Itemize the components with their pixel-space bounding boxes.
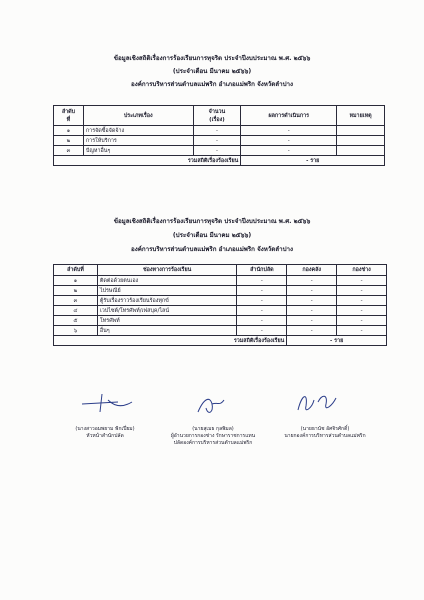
row-eng: - bbox=[337, 276, 387, 286]
signature-mark-1 bbox=[78, 390, 138, 418]
total-label: รวมสถิติเรื่องร้องเรียน bbox=[54, 336, 287, 346]
row-no: ๑ bbox=[54, 276, 98, 286]
row-finance: - bbox=[287, 316, 337, 326]
row-office: - bbox=[237, 276, 287, 286]
col-channel-header: ช่องทางการร้องเรียน bbox=[97, 265, 237, 276]
row-type: ปัญหาอื่นๆ bbox=[83, 146, 193, 156]
row-office: - bbox=[237, 286, 287, 296]
row-channel: ไปรษณีย์ bbox=[97, 286, 237, 296]
table-total-row bbox=[54, 336, 387, 346]
col-count-header: จำนวน (เรื่อง) bbox=[193, 106, 241, 126]
row-eng: - bbox=[337, 296, 387, 306]
row-eng: - bbox=[337, 306, 387, 316]
row-count: - bbox=[193, 126, 241, 136]
section2-title: ข้อมูลเชิงสถิติเรื่องการร้องเรียนการทุจริต ประจำปีงบประมาณ พ.ศ. ๒๕๖๖ bbox=[113, 218, 311, 225]
col-office-header: สำนักปลัด bbox=[237, 265, 287, 276]
table-row bbox=[54, 296, 387, 306]
signature-mark-2 bbox=[190, 392, 230, 418]
signer-position: ผู้อำนวยการกองช่าง รักษาราชการแทน bbox=[170, 433, 256, 439]
signer-position: หัวหน้าสำนักปลัด bbox=[86, 433, 124, 439]
row-finance: - bbox=[287, 306, 337, 316]
total-label: รวมสถิติเรื่องร้องเรียน bbox=[54, 156, 241, 166]
signature-mark-3 bbox=[292, 388, 342, 418]
row-office: - bbox=[237, 296, 287, 306]
row-type: การให้บริการ bbox=[83, 136, 193, 146]
signer-position: นายกองค์การบริหารส่วนตำบลแม่พริก bbox=[284, 433, 366, 439]
col-type-header: ประเภทเรื่อง bbox=[83, 106, 193, 126]
row-finance: - bbox=[287, 296, 337, 306]
col-no-header: ลำดับที่ bbox=[54, 265, 98, 276]
signature-block-1 bbox=[50, 426, 160, 440]
row-no: ๒ bbox=[54, 136, 84, 146]
table-row bbox=[54, 306, 387, 316]
signer-name: (นายธานัช อัศจิรศักดิ์) bbox=[300, 426, 350, 432]
col-result-header: ผลการดำเนินการ bbox=[241, 106, 337, 126]
table-row bbox=[54, 286, 387, 296]
section1-org: องค์การบริหารส่วนตำบลแม่พริก อำเภอแม่พริก จังหวัดลำปาง bbox=[131, 81, 293, 88]
total-value: - ราย bbox=[241, 156, 385, 166]
row-count: - bbox=[193, 146, 241, 156]
row-office: - bbox=[237, 306, 287, 316]
table-row bbox=[54, 136, 385, 146]
row-eng: - bbox=[337, 326, 387, 336]
table-row bbox=[54, 316, 387, 326]
row-no: ๓ bbox=[54, 296, 98, 306]
row-type: การจัดซื้อจัดจ้าง bbox=[83, 126, 193, 136]
signer-position-line2: ปลัดองค์การบริหารส่วนตำบลแม่พริก bbox=[173, 440, 253, 446]
col-no-header: ลำดับ ที่ bbox=[54, 106, 84, 126]
complaint-type-table bbox=[53, 105, 385, 166]
table-total-row bbox=[54, 156, 385, 166]
row-channel: ติดต่อด้วยตนเอง bbox=[97, 276, 237, 286]
total-value: - ราย bbox=[287, 336, 387, 346]
signer-name: (นางสาวอมพยาม ฟักเปี่ยม) bbox=[75, 426, 135, 432]
table-header-row bbox=[54, 106, 385, 126]
row-note bbox=[337, 136, 385, 146]
row-finance: - bbox=[287, 326, 337, 336]
row-channel: อื่นๆ bbox=[97, 326, 237, 336]
col-eng-header: กองช่าง bbox=[337, 265, 387, 276]
row-eng: - bbox=[337, 316, 387, 326]
row-no: ๔ bbox=[54, 306, 98, 316]
row-no: ๕ bbox=[54, 316, 98, 326]
table-row bbox=[54, 326, 387, 336]
row-channel: เวปไซต์/โทรศัพท์/เฟสบุค/ไลน์ bbox=[97, 306, 237, 316]
col-finance-header: กองคลัง bbox=[287, 265, 337, 276]
row-office: - bbox=[237, 326, 287, 336]
row-note bbox=[337, 146, 385, 156]
section1-title: ข้อมูลเชิงสถิติเรื่องการร้องเรียนการทุจริต ประจำปีงบประมาณ พ.ศ. ๒๕๖๖ bbox=[113, 55, 311, 62]
row-result: - bbox=[241, 146, 337, 156]
section2-subtitle: (ประจำเดือน มีนาคม ๒๕๖๖) bbox=[172, 232, 252, 239]
section2-org: องค์การบริหารส่วนตำบลแม่พริก อำเภอแม่พริก จังหวัดลำปาง bbox=[131, 246, 293, 253]
row-channel: ตู้รับเรื่องราวร้องเรียนร้องทุกข์ bbox=[97, 296, 237, 306]
signer-name: (นายสุเมธ กุลพิมล) bbox=[192, 426, 234, 432]
row-eng: - bbox=[337, 286, 387, 296]
row-no: ๓ bbox=[54, 146, 84, 156]
row-channel: โทรศัพท์ bbox=[97, 316, 237, 326]
table-row bbox=[54, 126, 385, 136]
table-header-row bbox=[54, 265, 387, 276]
row-count: - bbox=[193, 136, 241, 146]
col-note-header: หมายเหตุ bbox=[337, 106, 385, 126]
row-no: ๖ bbox=[54, 326, 98, 336]
row-finance: - bbox=[287, 276, 337, 286]
row-office: - bbox=[237, 316, 287, 326]
row-result: - bbox=[241, 126, 337, 136]
row-finance: - bbox=[287, 286, 337, 296]
row-note bbox=[337, 126, 385, 136]
table-row bbox=[54, 146, 385, 156]
row-result: - bbox=[241, 136, 337, 146]
section1-subtitle: (ประจำเดือน มีนาคม ๒๕๖๖) bbox=[172, 68, 252, 75]
row-no: ๒ bbox=[54, 286, 98, 296]
row-no: ๑ bbox=[54, 126, 84, 136]
signature-block-2 bbox=[150, 426, 276, 447]
table-row bbox=[54, 276, 387, 286]
complaint-channel-table bbox=[53, 264, 387, 346]
signature-block-3 bbox=[262, 426, 388, 440]
